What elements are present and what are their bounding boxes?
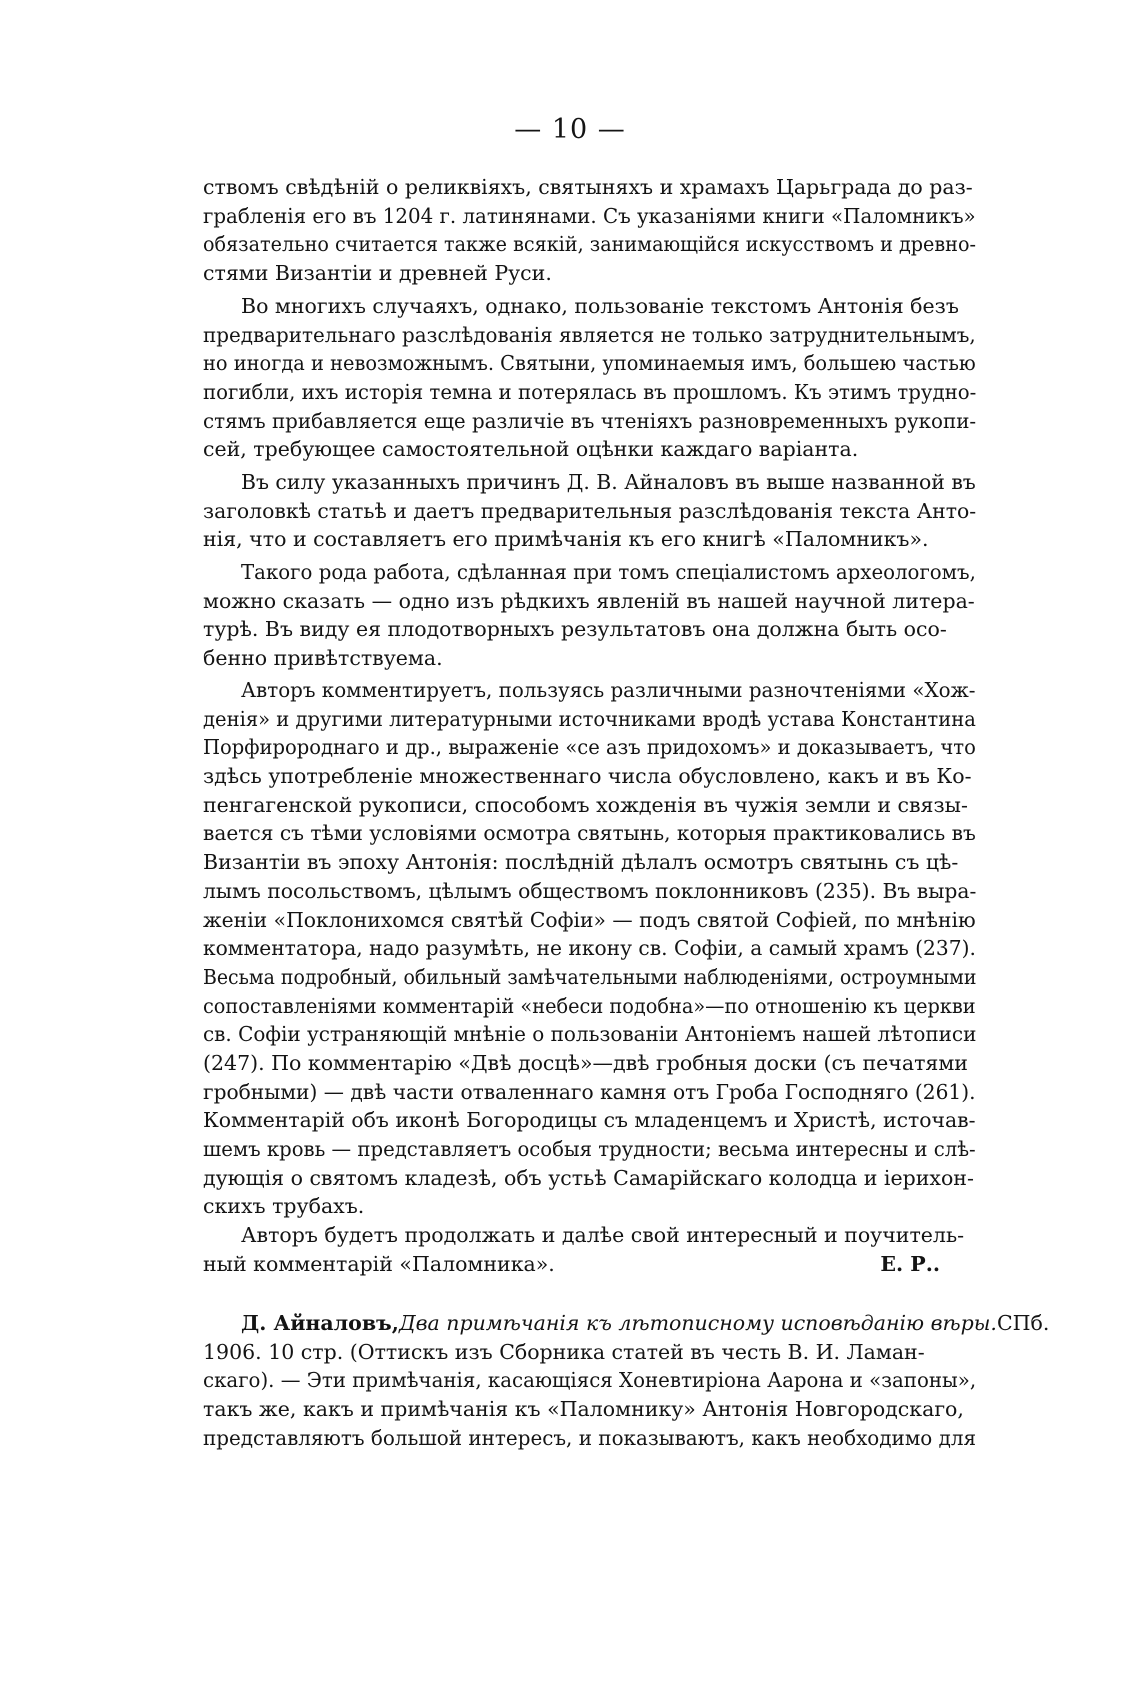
text-line: стямъ прибавляется еще различіе въ чтеніяхъ разновременныхъ рукопи- xyxy=(203,408,977,433)
paragraph-5 xyxy=(203,676,976,1221)
text-line: лымъ посольствомъ, цѣлымъ обществомъ поклонниковъ (235). Въ выра- xyxy=(203,878,977,903)
text-line: нія, что и составляетъ его примѣчанія къ его книгѣ «Паломникъ». xyxy=(203,527,929,552)
paragraph-7 xyxy=(203,1309,1050,1452)
text-line: заголовкѣ статьѣ и даетъ предварительныя разслѣдованія текста Анто- xyxy=(203,498,977,523)
text-line: св. Софіи устраняющій мнѣніе о пользованіи Антоніемъ нашей лѣтописи xyxy=(203,1022,977,1047)
text-line: вается съ тѣми условіями осмотра святынь, которыя практиковались въ xyxy=(203,821,976,846)
paragraph-1 xyxy=(203,173,976,288)
text-line: Во многихъ случаяхъ, однако, пользованіе текстомъ Антонія безъ xyxy=(241,294,959,318)
text-line: Такого рода работа, сдѣланная при томъ спеціалистомъ археологомъ, xyxy=(241,560,976,584)
text-line: можно сказать — одно изъ рѣдкихъ явленій въ нашей научной литера- xyxy=(203,588,975,613)
text-line: Византіи въ эпоху Антонія: послѣдній дѣлалъ осмотръ святынь съ цѣ- xyxy=(203,850,959,875)
text-line: Порфиророднаго и др., выраженіе «се азъ придохомъ» и доказываетъ, что xyxy=(203,735,976,760)
text-line: такъ же, какъ и примѣчанія къ «Паломнику» Антонія Новгородскаго, xyxy=(203,1397,964,1422)
paragraph-4 xyxy=(203,558,976,673)
paragraph-6 xyxy=(203,1221,976,1278)
text-line: предварительнаго разслѣдованія является не только затруднительнымъ, xyxy=(203,322,976,347)
text-line xyxy=(203,1309,1050,1338)
text-line: (247). По комментарію «Двѣ досцѣ»—двѣ гробныя доски (съ печатями xyxy=(203,1050,968,1075)
text-line: представляютъ большой интересъ, и показываютъ, какъ необходимо для xyxy=(203,1425,977,1450)
text-line: 1906. 10 стр. (Оттискъ изъ Сборника статей въ честь В. И. Ламан- xyxy=(203,1339,925,1364)
text-line: грабленія его въ 1204 г. латинянами. Съ указаніями книги «Паломникъ» xyxy=(203,203,976,228)
paragraph-2 xyxy=(203,292,976,464)
text-line: Авторъ будетъ продолжать и далѣе свой интересный и поучитель- xyxy=(241,1223,965,1247)
text-line: комментатора, надо разумѣть, не икону св. Софіи, а самый храмъ (237). xyxy=(203,936,976,961)
text-line: турѣ. Въ виду ея плодотворныхъ результатовъ она должна быть осо- xyxy=(203,617,947,642)
text-line: сей, требующее самостоятельной оцѣнки каждаго варіанта. xyxy=(203,437,859,462)
book-title: Два примѣчанія къ лѣтописному исповѣданію вѣры. xyxy=(398,1311,997,1335)
page-number: — 10 — xyxy=(514,114,626,145)
text-line: ствомъ свѣдѣній о реликвіяхъ, святыняхъ и храмахъ Царьграда до раз- xyxy=(203,175,973,199)
text-line: Авторъ комментируетъ, пользуясь различными разночтеніями «Хож- xyxy=(241,678,976,702)
text-line: Въ силу указанныхъ причинъ Д. В. Айналовъ въ выше названной въ xyxy=(241,470,976,494)
text-line: сопоставленіями комментарій «небеси подобна»—по отношенію къ церкви xyxy=(203,993,976,1018)
paragraph-3 xyxy=(203,468,976,554)
text-line: гробными) — двѣ части отваленнаго камня отъ Гроба Господняго (261). xyxy=(203,1079,976,1104)
text-line: стями Византіи и древней Руси. xyxy=(203,261,552,286)
text-line: бенно привѣтствуема. xyxy=(203,646,443,671)
text-line: но иногда и невозможнымъ. Святыни, упоминаемыя имъ, большею частью xyxy=(203,351,976,376)
text-line: женіи «Поклонихомся святѣй Софіи» — подъ святой Софіей, по мнѣнію xyxy=(203,907,976,932)
last-line-text: ный комментарій «Паломника». xyxy=(203,1251,555,1276)
text-line: шемъ кровь — представляетъ особыя трудности; весьма интересны и слѣ- xyxy=(203,1137,976,1161)
text-line: обязательно считается также всякій, занимающійся искусствомъ и древно- xyxy=(203,232,976,257)
text-line: пенгагенской рукописи, способомъ хожденія въ чужія земли и связы- xyxy=(203,792,968,817)
text-line xyxy=(203,1250,976,1279)
text-line: Комментарій объ иконѣ Богородицы съ младенцемъ и Христѣ, источав- xyxy=(203,1108,976,1133)
signature: Е. Р.. xyxy=(880,1251,940,1276)
publication-place: СПб. xyxy=(996,1311,1050,1335)
text-line: Весьма подробный, обильный замѣчательными наблюденіями, остроумными xyxy=(203,964,977,989)
text-line: здѣсь употребленіе множественнаго числа обусловлено, какъ и въ Ко- xyxy=(203,764,972,789)
text-line: денія» и другими литературными источниками вродѣ устава Константина xyxy=(203,706,976,731)
text-line: скихъ трубахъ. xyxy=(203,1194,365,1219)
text-line: дующія о святомъ кладезѣ, объ устьѣ Самарійскаго колодца и іерихон- xyxy=(203,1165,974,1190)
text-line: скаго). — Эти примѣчанія, касающіяся Хоневтиріона Аарона и «запоны», xyxy=(203,1368,977,1393)
book-author: Д. Айналовъ, xyxy=(241,1311,399,1335)
text-line: погибли, ихъ исторія темна и потерялась въ прошломъ. Къ этимъ трудно- xyxy=(203,380,977,405)
